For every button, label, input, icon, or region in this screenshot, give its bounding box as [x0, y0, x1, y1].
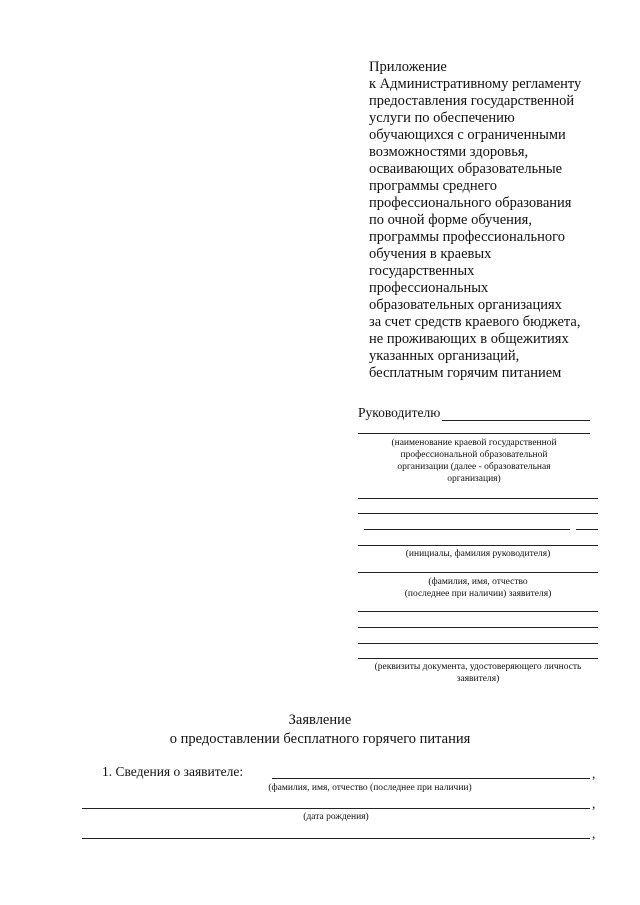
applicant-fio-continued-field[interactable]	[82, 808, 590, 809]
appendix-line: образовательных организациях	[369, 297, 562, 313]
appendix-line: бесплатным горячим питанием	[369, 365, 562, 381]
initials-field[interactable]	[358, 545, 598, 546]
org-line-field[interactable]	[576, 529, 598, 530]
comma: ,	[592, 826, 596, 841]
appendix-line: государственных	[369, 263, 475, 279]
document-line-field[interactable]	[358, 611, 598, 612]
document-line-field[interactable]	[358, 627, 598, 628]
head-label: Руководителю	[358, 405, 441, 420]
appendix-block	[369, 59, 631, 382]
section-1-label: 1. Сведения о заявителе:	[102, 764, 244, 779]
document-line-field[interactable]	[358, 658, 598, 659]
org-line-field[interactable]	[364, 529, 570, 530]
appendix-line: профессионального образования	[369, 195, 572, 211]
appendix-line: Приложение	[369, 59, 447, 75]
appendix-line: возможностями здоровья,	[369, 144, 529, 160]
head-name-field[interactable]	[442, 420, 590, 421]
appendix-line: не проживающих в общежитиях	[369, 331, 569, 347]
org-line-field[interactable]	[358, 513, 598, 514]
appendix-line: программы профессионального	[369, 229, 565, 245]
date-of-birth-field[interactable]	[82, 838, 590, 839]
fio-caption: (фамилия, имя, отчество (последнее при наличии)	[268, 783, 472, 793]
org-line-field[interactable]	[358, 498, 598, 499]
appendix-line: предоставления государственной	[369, 93, 575, 109]
document-line-field[interactable]	[358, 643, 598, 644]
appendix-line: обучения в краевых	[369, 246, 492, 262]
applicant-name-field[interactable]	[358, 572, 598, 573]
org-caption: (наименование краевой государственной профессиональной образовательной организации (далее - образовательная организация)	[391, 438, 557, 484]
applicant-caption: (фамилия, имя, отчество (последнее при наличии) заявителя)	[404, 577, 552, 599]
appendix-line: указанных организаций,	[369, 348, 520, 364]
document-title: Заявление	[288, 712, 352, 728]
document-caption: (реквизиты документа, удостоверяющего личность заявителя)	[374, 662, 582, 684]
appendix-line: профессиональных	[369, 280, 489, 296]
appendix-line: услуги по обеспечению	[369, 110, 515, 126]
comma: ,	[592, 796, 596, 811]
appendix-line: обучающихся с ограниченными	[369, 127, 566, 143]
applicant-fio-field[interactable]	[272, 778, 590, 779]
appendix-line: по очной форме обучения,	[369, 212, 532, 228]
initials-caption: (инициалы, фамилия руководителя)	[405, 549, 551, 559]
appendix-line: за счет средств краевого бюджета,	[369, 314, 581, 330]
appendix-line: к Административному регламенту	[369, 76, 582, 92]
comma: ,	[592, 766, 596, 781]
appendix-line: программы среднего	[369, 178, 497, 194]
org-name-field[interactable]	[358, 433, 590, 434]
dob-caption: (дата рождения)	[303, 812, 369, 822]
document-subtitle: о предоставлении бесплатного горячего питания	[169, 731, 471, 747]
appendix-line: осваивающих образовательные	[369, 161, 563, 177]
